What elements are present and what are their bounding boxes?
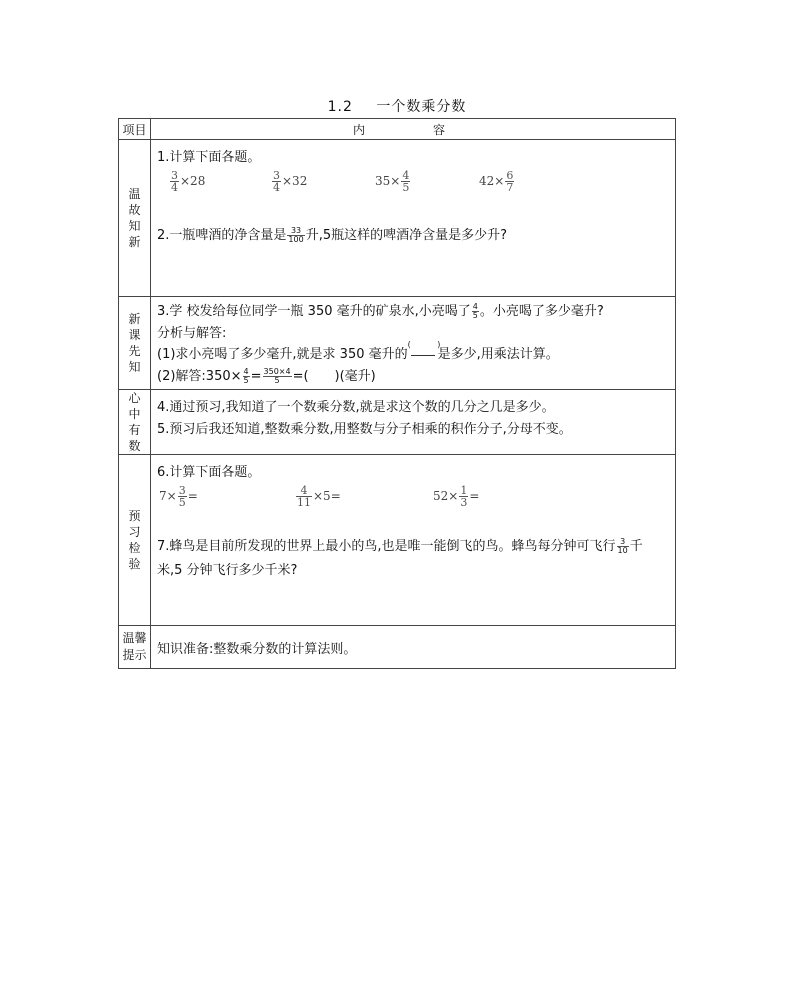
- preview-expr-2: $\frac{4}{11}$ ×5=: [297, 484, 341, 509]
- header-row: [119, 119, 676, 140]
- understanding-label: 心中有数: [119, 390, 151, 455]
- question-3: 3.学 校发给每位同学一瓶 350 毫升的矿泉水,小亮喝了 $\frac{4}{5}$ 。小亮喝了多少毫升?: [157, 302, 604, 320]
- new-lesson-content: [151, 297, 676, 390]
- analysis-step-2: (2)解答:350× $\frac{4}{5}$ = $\frac{350\times 4}{5}$ =( )(毫升): [157, 367, 376, 385]
- preview-expr-1: 7× $\frac{3}{5}$ =: [159, 484, 198, 509]
- tip-row: [119, 626, 676, 669]
- page-title: [0, 96, 794, 116]
- review-row: [119, 140, 676, 297]
- understanding-content: [151, 390, 676, 455]
- analysis-step-1: (1)求小亮喝了多少毫升,就是求 350 毫升的( ) 是多少,用乘法计算。: [157, 343, 559, 362]
- review-expr-2: $\frac{3}{4}$ ×32: [273, 169, 308, 194]
- tip-text: 知识准备:整数乘分数的计算法则。: [157, 642, 357, 657]
- review-content: [151, 140, 676, 297]
- header-item: 项目: [119, 119, 151, 140]
- point-4: 4.通过预习,我知道了一个数乘分数,就是求这个数的几分之几是多少。: [157, 400, 555, 415]
- question-7-continued: 米,5 分钟飞行多少千米?: [157, 563, 298, 578]
- preview-check-content: [151, 455, 676, 626]
- review-expr-1: $\frac{3}{4}$ ×28: [171, 169, 206, 194]
- fraction-blank: [408, 348, 438, 362]
- question-1: 1.计算下面各题。: [157, 150, 261, 165]
- preview-check-row: [119, 455, 676, 626]
- review-expr-4: 42× $\frac{6}{7}$: [479, 169, 514, 194]
- worksheet-table: [118, 118, 676, 669]
- section-number: 1.2: [327, 99, 353, 115]
- new-lesson-row: [119, 297, 676, 390]
- point-5: 5.预习后我还知道,整数乘分数,用整数与分子相乘的积作分子,分母不变。: [157, 422, 572, 437]
- question-7: 7.蜂鸟是目前所发现的世界上最小的鸟,也是唯一能倒飞的鸟。蜂鸟每分钟可飞行 $\frac{3}{10}$ 千: [157, 537, 643, 555]
- tip-content: [151, 626, 676, 669]
- section-title: 一个数乘分数: [376, 99, 467, 115]
- header-content: 内 容: [151, 119, 676, 140]
- preview-expr-3: 52× $\frac{1}{3}$ =: [433, 484, 480, 509]
- understanding-row: [119, 390, 676, 455]
- question-6: 6.计算下面各题。: [157, 465, 261, 480]
- preview-check-label: 预习检验: [119, 455, 151, 626]
- review-expr-3: 35× $\frac{4}{5}$: [375, 169, 410, 194]
- new-lesson-label: 新课先知: [119, 297, 151, 390]
- analysis-heading: 分析与解答:: [157, 326, 227, 341]
- question-2: 2.一瓶啤酒的净含量是 $\frac{33}{100}$ 升,5瓶这样的啤酒净含量是多少升?: [157, 226, 507, 244]
- review-label: 温故知新: [119, 140, 151, 297]
- tip-label: 温馨 提示: [119, 626, 151, 669]
